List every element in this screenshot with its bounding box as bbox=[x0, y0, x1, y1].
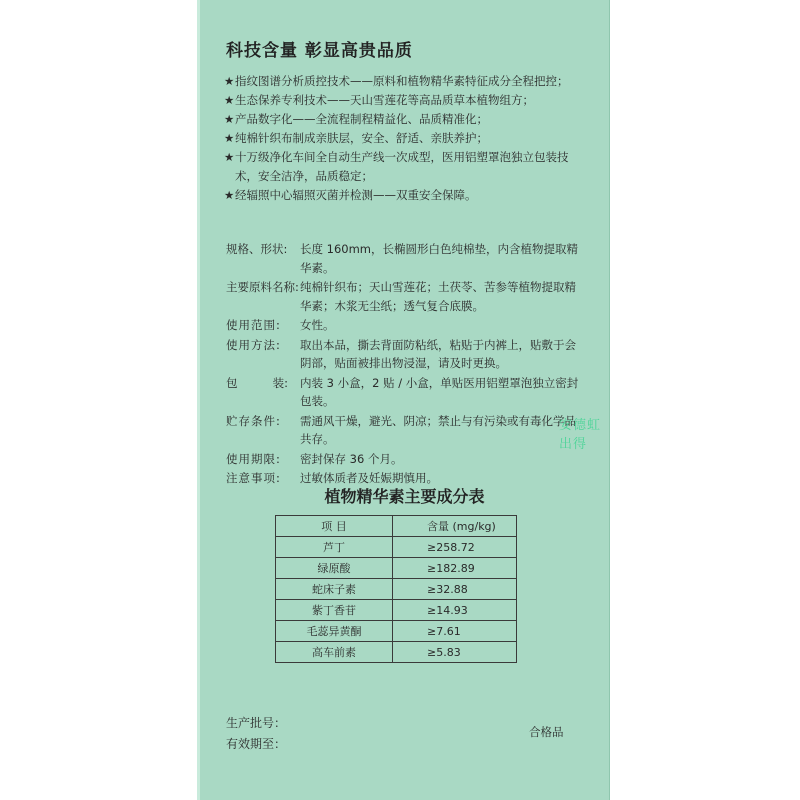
spec-row-storage bbox=[226, 412, 582, 449]
spec-label: 使用方法: bbox=[226, 337, 281, 352]
spec-label: 使用期限: bbox=[226, 451, 281, 466]
table-row bbox=[276, 579, 517, 600]
spec-row-packaging bbox=[226, 374, 582, 411]
page-title: 科技含量 彰显高贵品质 bbox=[226, 41, 413, 61]
spec-label: 主要原料名称: bbox=[226, 280, 299, 294]
spec-label: 规格、形状: bbox=[226, 242, 288, 256]
star-icon: ★ bbox=[224, 150, 235, 164]
table-row bbox=[276, 600, 517, 621]
table-row bbox=[276, 537, 517, 558]
spec-label: 贮存条件: bbox=[226, 413, 281, 428]
ingredient-name: 紫丁香苷 bbox=[276, 600, 393, 621]
qualified-mark: 合格品 bbox=[529, 725, 564, 739]
spec-label-part: 包 bbox=[226, 375, 238, 390]
ingredient-amount: ≥32.88 bbox=[393, 579, 517, 600]
ingredient-amount: ≥14.93 bbox=[393, 600, 517, 621]
ingredient-name: 高车前素 bbox=[276, 642, 393, 663]
spec-value: 内装 3 小盒，2 贴 / 小盒，单贴医用铝塑罩泡独立密封包装。 bbox=[300, 375, 579, 408]
spec-value: 长度 160mm，长椭圆形白色纯棉垫，内含植物提取精华素。 bbox=[300, 242, 579, 275]
batch-number-label: 生产批号： bbox=[226, 716, 287, 730]
spec-value: 纯棉针织布；天山雪莲花；土茯苓、苦参等植物提取精华素；木浆无尘纸；透气复合底膜。 bbox=[300, 280, 576, 313]
spec-value: 过敏体质者及妊娠期慎用。 bbox=[300, 471, 438, 485]
feature-list bbox=[224, 72, 580, 205]
spec-row-shelf-life bbox=[226, 450, 582, 469]
panel-edge bbox=[197, 0, 200, 800]
feature-text: 产品数字化——全流程制程精益化、品质精准化； bbox=[235, 112, 488, 126]
ingredient-amount: ≥7.61 bbox=[393, 621, 517, 642]
feature-item bbox=[224, 72, 580, 91]
feature-item bbox=[224, 110, 580, 129]
spec-value: 密封保存 36 个月。 bbox=[300, 451, 403, 466]
table-header-cell: 项 目 bbox=[276, 516, 393, 537]
spec-list bbox=[226, 240, 582, 489]
feature-item bbox=[224, 129, 580, 148]
feature-text: 生态保养专利技术——天山雪莲花等高品质草本植物组方； bbox=[235, 93, 534, 107]
star-icon: ★ bbox=[224, 131, 235, 145]
spec-value: 取出本品，撕去背面防粘纸，粘贴于内裤上，贴敷于会阴部，贴面被排出物浸湿，请及时更换。 bbox=[300, 337, 576, 370]
ingredient-table bbox=[275, 515, 517, 663]
ingredient-amount: ≥182.89 bbox=[393, 558, 517, 579]
table-row bbox=[276, 558, 517, 579]
feature-text: 纯棉针织布制成亲肤层，安全、舒适、亲肤养护； bbox=[235, 131, 488, 145]
spec-row-shape bbox=[226, 240, 582, 277]
star-icon: ★ bbox=[224, 112, 235, 126]
overlay-watermark-text: 安德虹出得 bbox=[559, 418, 602, 452]
star-icon: ★ bbox=[224, 93, 235, 107]
feature-text: 十万级净化车间全自动生产线一次成型，医用铝塑罩泡独立包装技术，安全洁净，品质稳定； bbox=[235, 150, 569, 183]
spec-label: 注意事项: bbox=[226, 471, 281, 485]
feature-text: 经辐照中心辐照灭菌并检测——双重安全保障。 bbox=[235, 188, 477, 202]
spec-value: 需通风干燥，避光、阴凉；禁止与有污染或有毒化学品共存。 bbox=[300, 413, 576, 446]
spec-label: 使用范围: bbox=[226, 318, 281, 332]
spec-row-usage bbox=[226, 336, 582, 373]
footer-labels bbox=[226, 713, 286, 755]
ingredient-amount: ≥5.83 bbox=[393, 642, 517, 663]
table-title: 植物精华素主要成分表 bbox=[324, 487, 485, 506]
ingredient-name: 芦丁 bbox=[276, 537, 393, 558]
table-row bbox=[276, 642, 517, 663]
spec-row-materials bbox=[226, 278, 582, 315]
ingredient-name: 蛇床子素 bbox=[276, 579, 393, 600]
spec-label-part: 装: bbox=[272, 375, 288, 390]
product-box-panel bbox=[197, 0, 610, 800]
spec-row-scope bbox=[226, 316, 582, 335]
table-header-row bbox=[276, 516, 517, 537]
feature-item bbox=[224, 148, 580, 186]
feature-text: 指纹图谱分析质控技术——原料和植物精华素特征成分全程把控； bbox=[235, 74, 569, 88]
star-icon: ★ bbox=[224, 188, 235, 202]
feature-item bbox=[224, 186, 580, 205]
ingredient-name: 绿原酸 bbox=[276, 558, 393, 579]
table-header-cell: 含量 (mg/kg) bbox=[393, 516, 517, 537]
ingredient-name: 毛蕊异黄酮 bbox=[276, 621, 393, 642]
ingredient-amount: ≥258.72 bbox=[393, 537, 517, 558]
table-row bbox=[276, 621, 517, 642]
feature-item bbox=[224, 91, 580, 110]
star-icon: ★ bbox=[224, 74, 235, 88]
expiry-date-label: 有效期至： bbox=[226, 737, 287, 751]
spec-label bbox=[226, 374, 288, 411]
spec-value: 女性。 bbox=[300, 318, 335, 332]
